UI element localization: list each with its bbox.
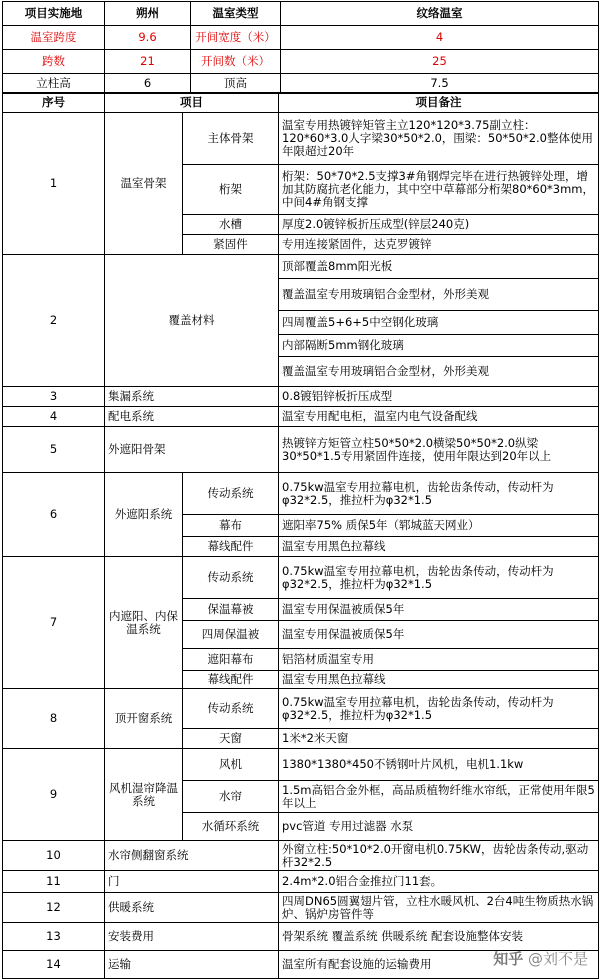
row-num: 3 (3, 387, 105, 407)
label-site: 项目实施地 (3, 2, 105, 26)
sub-note: 桁架：50*70*2.5支撑3#角钢焊完毕在进行热镀锌处理，增加其防腐抗老化能力，其中空中草幕部分桁架80*60*3mm，中间4#角钢支撑 (279, 165, 599, 215)
summary-row-2 (3, 26, 599, 50)
row-item: 内遮阳、内保温系统 (105, 557, 183, 689)
sub-note: 覆盖温室专用玻璃铝合金型材，外形美观 (279, 357, 599, 387)
table-row (3, 893, 599, 923)
row-item: 覆盖材料 (105, 255, 279, 387)
row-num: 10 (3, 841, 105, 871)
items-table (2, 92, 599, 979)
row-item: 温室骨架 (105, 113, 183, 255)
label-span: 温室跨度 (3, 26, 105, 50)
sub-note: 0.8镀铝锌板折压成型 (279, 387, 599, 407)
sub-note: 四周覆盖5+6+5中空钢化玻璃 (279, 311, 599, 335)
sub-note: 1380*1380*450不锈钢叶片风机，电机1.1kw (279, 749, 599, 781)
table-row (3, 473, 599, 515)
value-bay-width: 4 (281, 26, 599, 50)
watermark (493, 948, 588, 969)
sub-note: 0.75kw温室专用拉幕电机，齿轮齿条传动，传动杆为φ32*2.5，推拉杆为φ32*1.5 (279, 689, 599, 729)
sub-note: 温室专用配电柜，温室内电气设备配线 (279, 407, 599, 427)
watermark-brand: 知乎 (493, 950, 524, 968)
watermark-author: @刘不是 (527, 950, 588, 968)
sub-item: 紧固件 (183, 235, 279, 255)
label-top-height: 顶高 (191, 74, 281, 94)
table-row (3, 689, 599, 729)
sub-item: 传动系统 (183, 689, 279, 729)
sub-note: 温室专用黑色拉幕线 (279, 671, 599, 689)
sub-note: 顶部覆盖8mm阳光板 (279, 255, 599, 279)
value-column-height: 6 (105, 74, 191, 94)
summary-row-4 (3, 74, 599, 94)
sub-note: 铝箔材质温室专用 (279, 649, 599, 671)
sub-item: 水循环系统 (183, 813, 279, 841)
label-bay-count: 开间数（米） (191, 50, 281, 74)
sub-item: 桁架 (183, 165, 279, 215)
row-num: 12 (3, 893, 105, 923)
sub-note: 温室专用热镀锌矩管主立120*120*3.75副立柱：120*60*3.0人字梁30*50*2.0，围梁：50*50*2.0整体使用年限超过20年 (279, 113, 599, 165)
table-row (3, 749, 599, 781)
summary-row-3 (3, 50, 599, 74)
sub-item: 遮阳幕布 (183, 649, 279, 671)
sub-note: 温室专用保温被质保5年 (279, 621, 599, 649)
sub-note: 专用连接紧固件，达克罗镀锌 (279, 235, 599, 255)
sub-note: 0.75kw温室专用拉幕电机，齿轮齿条传动，传动杆为φ32*2.5，推拉杆为φ32*1.5 (279, 473, 599, 515)
table-row (3, 841, 599, 871)
table-row (3, 923, 599, 951)
row-num: 5 (3, 427, 105, 473)
label-span-count: 跨数 (3, 50, 105, 74)
sub-item: 传动系统 (183, 557, 279, 599)
row-num: 8 (3, 689, 105, 749)
sub-note: 2.4m*2.0铝合金推拉门11套。 (279, 871, 599, 893)
sub-note: pvc管道 专用过滤器 水泵 (279, 813, 599, 841)
sub-note: 四周DN65圆翼翅片管，立柱水暖风机、2台4吨生物质热水锅炉、锅炉房管件等 (279, 893, 599, 923)
table-row (3, 427, 599, 473)
sub-item: 幕线配件 (183, 671, 279, 689)
sub-note: 1米*2米天窗 (279, 729, 599, 749)
sub-item: 天窗 (183, 729, 279, 749)
items-header (3, 93, 599, 113)
table-row (3, 113, 599, 165)
table-row (3, 557, 599, 599)
sub-note: 内部隔断5mm钢化玻璃 (279, 335, 599, 357)
sub-item: 传动系统 (183, 473, 279, 515)
table-row (3, 387, 599, 407)
row-num: 2 (3, 255, 105, 387)
row-item: 风机湿帘降温系统 (105, 749, 183, 841)
label-bay-width: 开间宽度（米） (191, 26, 281, 50)
row-num: 6 (3, 473, 105, 557)
row-item: 顶开窗系统 (105, 689, 183, 749)
sub-note: 骨架系统 覆盖系统 供暖系统 配套设施整体安装 (279, 923, 599, 951)
sub-note: 遮阳率75% 质保5年（郓城蓝天网业） (279, 515, 599, 537)
label-type: 温室类型 (191, 2, 281, 26)
value-span: 9.6 (105, 26, 191, 50)
sub-note: 0.75kw温室专用拉幕电机，齿轮齿条传动，传动杆为φ32*2.5，推拉杆为φ32*1.5 (279, 557, 599, 599)
value-bay-count: 25 (281, 50, 599, 74)
value-site: 朔州 (105, 2, 191, 26)
sub-note: 厚度2.0镀锌板折压成型(锌层240克) (279, 215, 599, 235)
value-type: 纹络温室 (281, 2, 599, 26)
table-row (3, 407, 599, 427)
row-item: 安装费用 (105, 923, 279, 951)
row-num: 4 (3, 407, 105, 427)
sub-item: 风机 (183, 749, 279, 781)
row-num: 9 (3, 749, 105, 841)
header-num: 序号 (3, 93, 105, 113)
sub-note: 温室专用黑色拉幕线 (279, 537, 599, 557)
table-row (3, 871, 599, 893)
row-num: 14 (3, 951, 105, 979)
sub-item: 幕布 (183, 515, 279, 537)
sub-note: 外窗立柱:50*10*2.0开窗电机0.75KW，齿轮齿条传动,驱动杆32*2.5 (279, 841, 599, 871)
sub-note: 覆盖温室专用玻璃铝合金型材，外形美观 (279, 279, 599, 311)
row-item: 运输 (105, 951, 279, 979)
row-num: 1 (3, 113, 105, 255)
sub-item: 水帘 (183, 781, 279, 813)
row-item: 外遮阳骨架 (105, 427, 279, 473)
row-item: 供暖系统 (105, 893, 279, 923)
summary-table (2, 1, 599, 94)
row-item: 水帘侧翻窗系统 (105, 841, 279, 871)
value-span-count: 21 (105, 50, 191, 74)
value-top-height: 7.5 (281, 74, 599, 94)
sub-item: 保温幕被 (183, 599, 279, 621)
row-item: 门 (105, 871, 279, 893)
label-column-height: 立柱高 (3, 74, 105, 94)
summary-row-1 (3, 2, 599, 26)
sub-item: 主体骨架 (183, 113, 279, 165)
header-item: 项目 (105, 93, 279, 113)
sub-item: 水槽 (183, 215, 279, 235)
row-num: 7 (3, 557, 105, 689)
row-item: 外遮阳系统 (105, 473, 183, 557)
row-item: 集漏系统 (105, 387, 279, 407)
header-note: 项目备注 (279, 93, 599, 113)
sub-note: 温室所有配套设施的运输费用 (279, 951, 599, 979)
sub-note: 温室专用保温被质保5年 (279, 599, 599, 621)
row-item: 配电系统 (105, 407, 279, 427)
row-num: 13 (3, 923, 105, 951)
table-row (3, 255, 599, 279)
sub-note: 热镀锌方矩管立柱50*50*2.0横梁50*50*2.0纵梁30*50*1.5专用紧固件连接，使用年限达到20年以上 (279, 427, 599, 473)
sub-item: 四周保温被 (183, 621, 279, 649)
sub-note: 1.5m高铝合金外框，高品质植物纤维水帘纸，正常使用年限5年以上 (279, 781, 599, 813)
sub-item: 幕线配件 (183, 537, 279, 557)
row-num: 11 (3, 871, 105, 893)
